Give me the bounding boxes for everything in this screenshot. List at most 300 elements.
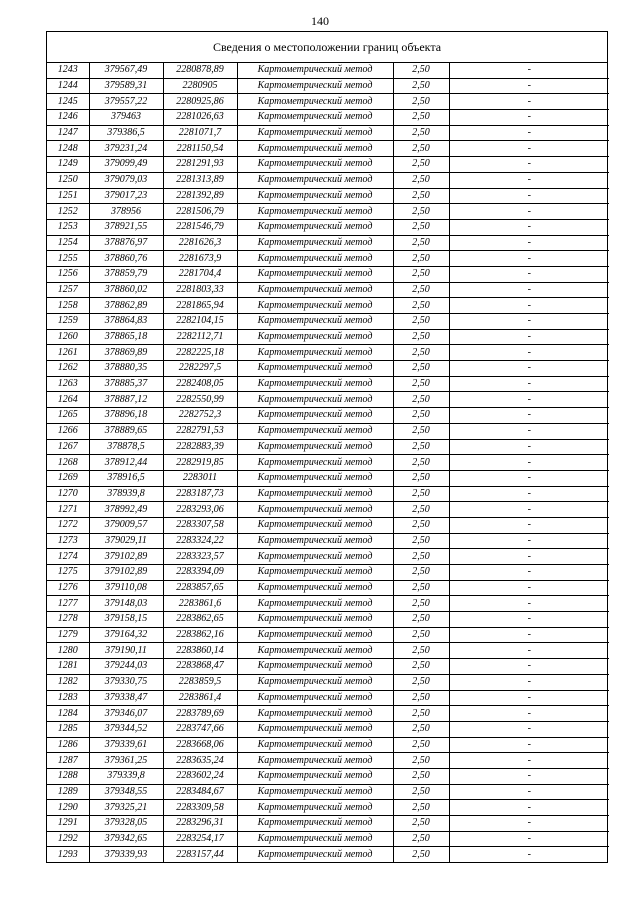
table-row (47, 235, 609, 251)
y-coordinate-cell: 2280878,89 (163, 63, 237, 78)
accuracy-cell: 2,50 (393, 392, 449, 408)
table-row (47, 298, 609, 314)
method-cell: Картометрический метод (237, 690, 393, 706)
accuracy-cell: 2,50 (393, 831, 449, 847)
point-number-cell: 1275 (47, 565, 89, 581)
method-cell: Картометрический метод (237, 533, 393, 549)
method-cell: Картометрический метод (237, 63, 393, 78)
description-cell: - (449, 612, 609, 628)
table-row (47, 204, 609, 220)
table-row (47, 690, 609, 706)
description-cell: - (449, 376, 609, 392)
table-row (47, 63, 609, 78)
y-coordinate-cell: 2283394,09 (163, 565, 237, 581)
method-cell: Картометрический метод (237, 549, 393, 565)
accuracy-cell: 2,50 (393, 768, 449, 784)
accuracy-cell: 2,50 (393, 486, 449, 502)
x-coordinate-cell: 378860,02 (89, 282, 163, 298)
method-cell: Картометрический метод (237, 847, 393, 862)
table-row (47, 816, 609, 832)
point-number-cell: 1274 (47, 549, 89, 565)
accuracy-cell: 2,50 (393, 157, 449, 173)
table-row (47, 282, 609, 298)
table-row (47, 125, 609, 141)
table-row (47, 470, 609, 486)
point-number-cell: 1277 (47, 596, 89, 612)
point-number-cell: 1251 (47, 188, 89, 204)
description-cell: - (449, 204, 609, 220)
point-number-cell: 1254 (47, 235, 89, 251)
x-coordinate-cell: 378921,55 (89, 219, 163, 235)
x-coordinate-cell: 379330,75 (89, 674, 163, 690)
method-cell: Картометрический метод (237, 314, 393, 330)
point-number-cell: 1288 (47, 768, 89, 784)
x-coordinate-cell: 379339,61 (89, 737, 163, 753)
description-cell: - (449, 674, 609, 690)
x-coordinate-cell: 379102,89 (89, 565, 163, 581)
x-coordinate-cell: 379338,47 (89, 690, 163, 706)
method-cell: Картометрический метод (237, 565, 393, 581)
y-coordinate-cell: 2283602,24 (163, 768, 237, 784)
table-row (47, 188, 609, 204)
x-coordinate-cell: 379386,5 (89, 125, 163, 141)
accuracy-cell: 2,50 (393, 251, 449, 267)
description-cell: - (449, 329, 609, 345)
y-coordinate-cell: 2281506,79 (163, 204, 237, 220)
x-coordinate-cell: 379244,03 (89, 659, 163, 675)
table-row (47, 612, 609, 628)
point-number-cell: 1280 (47, 643, 89, 659)
x-coordinate-cell: 379148,03 (89, 596, 163, 612)
point-number-cell: 1264 (47, 392, 89, 408)
description-cell: - (449, 643, 609, 659)
description-cell: - (449, 408, 609, 424)
point-number-cell: 1268 (47, 455, 89, 471)
method-cell: Картометрический метод (237, 831, 393, 847)
accuracy-cell: 2,50 (393, 470, 449, 486)
y-coordinate-cell: 2282752,3 (163, 408, 237, 424)
x-coordinate-cell: 378912,44 (89, 455, 163, 471)
accuracy-cell: 2,50 (393, 816, 449, 832)
method-cell: Картометрический метод (237, 580, 393, 596)
description-cell: - (449, 94, 609, 110)
x-coordinate-cell: 379102,89 (89, 549, 163, 565)
point-number-cell: 1269 (47, 470, 89, 486)
method-cell: Картометрический метод (237, 94, 393, 110)
x-coordinate-cell: 378859,79 (89, 266, 163, 282)
method-cell: Картометрический метод (237, 627, 393, 643)
x-coordinate-cell: 379463 (89, 110, 163, 126)
y-coordinate-cell: 2281150,54 (163, 141, 237, 157)
point-number-cell: 1292 (47, 831, 89, 847)
description-cell: - (449, 439, 609, 455)
description-cell: - (449, 219, 609, 235)
y-coordinate-cell: 2283293,06 (163, 502, 237, 518)
accuracy-cell: 2,50 (393, 235, 449, 251)
x-coordinate-cell: 379158,15 (89, 612, 163, 628)
accuracy-cell: 2,50 (393, 690, 449, 706)
point-number-cell: 1267 (47, 439, 89, 455)
accuracy-cell: 2,50 (393, 219, 449, 235)
y-coordinate-cell: 2283296,31 (163, 816, 237, 832)
description-cell: - (449, 423, 609, 439)
y-coordinate-cell: 2281704,4 (163, 266, 237, 282)
table-row (47, 439, 609, 455)
table-row (47, 847, 609, 862)
y-coordinate-cell: 2283309,58 (163, 800, 237, 816)
y-coordinate-cell: 2283862,16 (163, 627, 237, 643)
table-row (47, 141, 609, 157)
table-row (47, 643, 609, 659)
table-row (47, 768, 609, 784)
description-cell: - (449, 596, 609, 612)
method-cell: Картометрический метод (237, 110, 393, 126)
method-cell: Картометрический метод (237, 251, 393, 267)
y-coordinate-cell: 2283323,57 (163, 549, 237, 565)
method-cell: Картометрический метод (237, 659, 393, 675)
point-number-cell: 1270 (47, 486, 89, 502)
y-coordinate-cell: 2282919,85 (163, 455, 237, 471)
accuracy-cell: 2,50 (393, 110, 449, 126)
method-cell: Картометрический метод (237, 298, 393, 314)
x-coordinate-cell: 379164,32 (89, 627, 163, 643)
x-coordinate-cell: 379342,65 (89, 831, 163, 847)
y-coordinate-cell: 2280905 (163, 78, 237, 94)
x-coordinate-cell: 378992,49 (89, 502, 163, 518)
description-cell: - (449, 298, 609, 314)
accuracy-cell: 2,50 (393, 282, 449, 298)
method-cell: Картометрический метод (237, 706, 393, 722)
x-coordinate-cell: 379079,03 (89, 172, 163, 188)
table-row (47, 517, 609, 533)
method-cell: Картометрический метод (237, 282, 393, 298)
y-coordinate-cell: 2283635,24 (163, 753, 237, 769)
point-number-cell: 1255 (47, 251, 89, 267)
method-cell: Картометрический метод (237, 361, 393, 377)
method-cell: Картометрический метод (237, 596, 393, 612)
point-number-cell: 1273 (47, 533, 89, 549)
y-coordinate-cell: 2281313,89 (163, 172, 237, 188)
accuracy-cell: 2,50 (393, 204, 449, 220)
y-coordinate-cell: 2283324,22 (163, 533, 237, 549)
method-cell: Картометрический метод (237, 643, 393, 659)
x-coordinate-cell: 378862,89 (89, 298, 163, 314)
table-row (47, 251, 609, 267)
accuracy-cell: 2,50 (393, 298, 449, 314)
point-number-cell: 1252 (47, 204, 89, 220)
accuracy-cell: 2,50 (393, 502, 449, 518)
accuracy-cell: 2,50 (393, 517, 449, 533)
description-cell: - (449, 392, 609, 408)
x-coordinate-cell: 378885,37 (89, 376, 163, 392)
point-number-cell: 1257 (47, 282, 89, 298)
accuracy-cell: 2,50 (393, 376, 449, 392)
method-cell: Картометрический метод (237, 737, 393, 753)
y-coordinate-cell: 2281803,33 (163, 282, 237, 298)
table-row (47, 94, 609, 110)
accuracy-cell: 2,50 (393, 721, 449, 737)
x-coordinate-cell: 378864,83 (89, 314, 163, 330)
point-number-cell: 1289 (47, 784, 89, 800)
x-coordinate-cell: 379589,31 (89, 78, 163, 94)
accuracy-cell: 2,50 (393, 78, 449, 94)
x-coordinate-cell: 379231,24 (89, 141, 163, 157)
y-coordinate-cell: 2281546,79 (163, 219, 237, 235)
x-coordinate-cell: 379190,11 (89, 643, 163, 659)
table-row (47, 157, 609, 173)
x-coordinate-cell: 379339,8 (89, 768, 163, 784)
description-cell: - (449, 816, 609, 832)
x-coordinate-cell: 378889,65 (89, 423, 163, 439)
method-cell: Картометрический метод (237, 392, 393, 408)
description-cell: - (449, 455, 609, 471)
table-row (47, 172, 609, 188)
method-cell: Картометрический метод (237, 78, 393, 94)
point-number-cell: 1266 (47, 423, 89, 439)
point-number-cell: 1271 (47, 502, 89, 518)
description-cell: - (449, 172, 609, 188)
method-cell: Картометрический метод (237, 768, 393, 784)
table-row (47, 706, 609, 722)
x-coordinate-cell: 379110,08 (89, 580, 163, 596)
table-row (47, 486, 609, 502)
x-coordinate-cell: 378878,5 (89, 439, 163, 455)
point-number-cell: 1258 (47, 298, 89, 314)
x-coordinate-cell: 379567,49 (89, 63, 163, 78)
y-coordinate-cell: 2281673,9 (163, 251, 237, 267)
y-coordinate-cell: 2282112,71 (163, 329, 237, 345)
x-coordinate-cell: 379557,22 (89, 94, 163, 110)
y-coordinate-cell: 2282297,5 (163, 361, 237, 377)
method-cell: Картометрический метод (237, 455, 393, 471)
point-number-cell: 1261 (47, 345, 89, 361)
point-number-cell: 1282 (47, 674, 89, 690)
method-cell: Картометрический метод (237, 157, 393, 173)
method-cell: Картометрический метод (237, 816, 393, 832)
table-row (47, 78, 609, 94)
accuracy-cell: 2,50 (393, 847, 449, 862)
boundary-table-sheet (46, 31, 608, 863)
method-cell: Картометрический метод (237, 408, 393, 424)
method-cell: Картометрический метод (237, 800, 393, 816)
method-cell: Картометрический метод (237, 266, 393, 282)
x-coordinate-cell: 379339,93 (89, 847, 163, 862)
accuracy-cell: 2,50 (393, 439, 449, 455)
point-number-cell: 1249 (47, 157, 89, 173)
method-cell: Картометрический метод (237, 674, 393, 690)
description-cell: - (449, 565, 609, 581)
description-cell: - (449, 486, 609, 502)
x-coordinate-cell: 379361,25 (89, 753, 163, 769)
x-coordinate-cell: 379099,49 (89, 157, 163, 173)
y-coordinate-cell: 2283859,5 (163, 674, 237, 690)
accuracy-cell: 2,50 (393, 580, 449, 596)
x-coordinate-cell: 379009,57 (89, 517, 163, 533)
y-coordinate-cell: 2283860,14 (163, 643, 237, 659)
accuracy-cell: 2,50 (393, 737, 449, 753)
y-coordinate-cell: 2283668,06 (163, 737, 237, 753)
description-cell: - (449, 659, 609, 675)
method-cell: Картометрический метод (237, 517, 393, 533)
table-row (47, 110, 609, 126)
y-coordinate-cell: 2281392,89 (163, 188, 237, 204)
description-cell: - (449, 627, 609, 643)
table-row (47, 580, 609, 596)
accuracy-cell: 2,50 (393, 753, 449, 769)
table-row (47, 549, 609, 565)
point-number-cell: 1246 (47, 110, 89, 126)
table-row (47, 376, 609, 392)
description-cell: - (449, 549, 609, 565)
accuracy-cell: 2,50 (393, 408, 449, 424)
method-cell: Картометрический метод (237, 219, 393, 235)
accuracy-cell: 2,50 (393, 314, 449, 330)
y-coordinate-cell: 2283747,66 (163, 721, 237, 737)
accuracy-cell: 2,50 (393, 125, 449, 141)
description-cell: - (449, 517, 609, 533)
description-cell: - (449, 721, 609, 737)
accuracy-cell: 2,50 (393, 565, 449, 581)
point-number-cell: 1272 (47, 517, 89, 533)
point-number-cell: 1285 (47, 721, 89, 737)
x-coordinate-cell: 379346,07 (89, 706, 163, 722)
description-cell: - (449, 706, 609, 722)
description-cell: - (449, 847, 609, 862)
table-row (47, 831, 609, 847)
x-coordinate-cell: 378956 (89, 204, 163, 220)
accuracy-cell: 2,50 (393, 612, 449, 628)
point-number-cell: 1281 (47, 659, 89, 675)
accuracy-cell: 2,50 (393, 674, 449, 690)
table-title: Сведения о местоположении границ объекта (47, 32, 607, 63)
x-coordinate-cell: 378865,18 (89, 329, 163, 345)
y-coordinate-cell: 2283861,6 (163, 596, 237, 612)
table-row (47, 361, 609, 377)
x-coordinate-cell: 378880,35 (89, 361, 163, 377)
y-coordinate-cell: 2283484,67 (163, 784, 237, 800)
point-number-cell: 1259 (47, 314, 89, 330)
x-coordinate-cell: 378896,18 (89, 408, 163, 424)
description-cell: - (449, 188, 609, 204)
point-number-cell: 1291 (47, 816, 89, 832)
y-coordinate-cell: 2283857,65 (163, 580, 237, 596)
x-coordinate-cell: 379017,23 (89, 188, 163, 204)
y-coordinate-cell: 2282104,15 (163, 314, 237, 330)
coordinates-table (47, 63, 609, 862)
table-row (47, 423, 609, 439)
y-coordinate-cell: 2281626,3 (163, 235, 237, 251)
method-cell: Картометрический метод (237, 172, 393, 188)
accuracy-cell: 2,50 (393, 361, 449, 377)
table-row (47, 314, 609, 330)
accuracy-cell: 2,50 (393, 172, 449, 188)
accuracy-cell: 2,50 (393, 423, 449, 439)
x-coordinate-cell: 379348,55 (89, 784, 163, 800)
point-number-cell: 1263 (47, 376, 89, 392)
accuracy-cell: 2,50 (393, 800, 449, 816)
description-cell: - (449, 690, 609, 706)
description-cell: - (449, 78, 609, 94)
point-number-cell: 1293 (47, 847, 89, 862)
point-number-cell: 1286 (47, 737, 89, 753)
table-row (47, 721, 609, 737)
y-coordinate-cell: 2283011 (163, 470, 237, 486)
table-row (47, 565, 609, 581)
description-cell: - (449, 314, 609, 330)
x-coordinate-cell: 378876,97 (89, 235, 163, 251)
table-row (47, 219, 609, 235)
accuracy-cell: 2,50 (393, 329, 449, 345)
point-number-cell: 1276 (47, 580, 89, 596)
method-cell: Картометрический метод (237, 612, 393, 628)
accuracy-cell: 2,50 (393, 455, 449, 471)
description-cell: - (449, 251, 609, 267)
point-number-cell: 1279 (47, 627, 89, 643)
accuracy-cell: 2,50 (393, 345, 449, 361)
table-row (47, 266, 609, 282)
y-coordinate-cell: 2283254,17 (163, 831, 237, 847)
accuracy-cell: 2,50 (393, 63, 449, 78)
y-coordinate-cell: 2281291,93 (163, 157, 237, 173)
point-number-cell: 1253 (47, 219, 89, 235)
method-cell: Картометрический метод (237, 188, 393, 204)
method-cell: Картометрический метод (237, 439, 393, 455)
y-coordinate-cell: 2283862,65 (163, 612, 237, 628)
accuracy-cell: 2,50 (393, 659, 449, 675)
y-coordinate-cell: 2282408,05 (163, 376, 237, 392)
description-cell: - (449, 282, 609, 298)
table-row (47, 533, 609, 549)
point-number-cell: 1265 (47, 408, 89, 424)
description-cell: - (449, 580, 609, 596)
point-number-cell: 1256 (47, 266, 89, 282)
y-coordinate-cell: 2282550,99 (163, 392, 237, 408)
method-cell: Картометрический метод (237, 376, 393, 392)
y-coordinate-cell: 2281026,63 (163, 110, 237, 126)
table-row (47, 784, 609, 800)
description-cell: - (449, 737, 609, 753)
accuracy-cell: 2,50 (393, 188, 449, 204)
description-cell: - (449, 753, 609, 769)
table-row (47, 408, 609, 424)
accuracy-cell: 2,50 (393, 627, 449, 643)
x-coordinate-cell: 378869,89 (89, 345, 163, 361)
accuracy-cell: 2,50 (393, 784, 449, 800)
x-coordinate-cell: 379328,05 (89, 816, 163, 832)
method-cell: Картометрический метод (237, 141, 393, 157)
table-row (47, 345, 609, 361)
x-coordinate-cell: 378916,5 (89, 470, 163, 486)
x-coordinate-cell: 378860,76 (89, 251, 163, 267)
table-row (47, 674, 609, 690)
accuracy-cell: 2,50 (393, 549, 449, 565)
y-coordinate-cell: 2281071,7 (163, 125, 237, 141)
description-cell: - (449, 110, 609, 126)
accuracy-cell: 2,50 (393, 596, 449, 612)
page-number: 140 (311, 14, 329, 28)
y-coordinate-cell: 2283307,58 (163, 517, 237, 533)
table-row (47, 596, 609, 612)
description-cell: - (449, 502, 609, 518)
accuracy-cell: 2,50 (393, 266, 449, 282)
table-row (47, 659, 609, 675)
point-number-cell: 1290 (47, 800, 89, 816)
table-row (47, 329, 609, 345)
table-row (47, 800, 609, 816)
table-row (47, 502, 609, 518)
method-cell: Картометрический метод (237, 329, 393, 345)
accuracy-cell: 2,50 (393, 643, 449, 659)
